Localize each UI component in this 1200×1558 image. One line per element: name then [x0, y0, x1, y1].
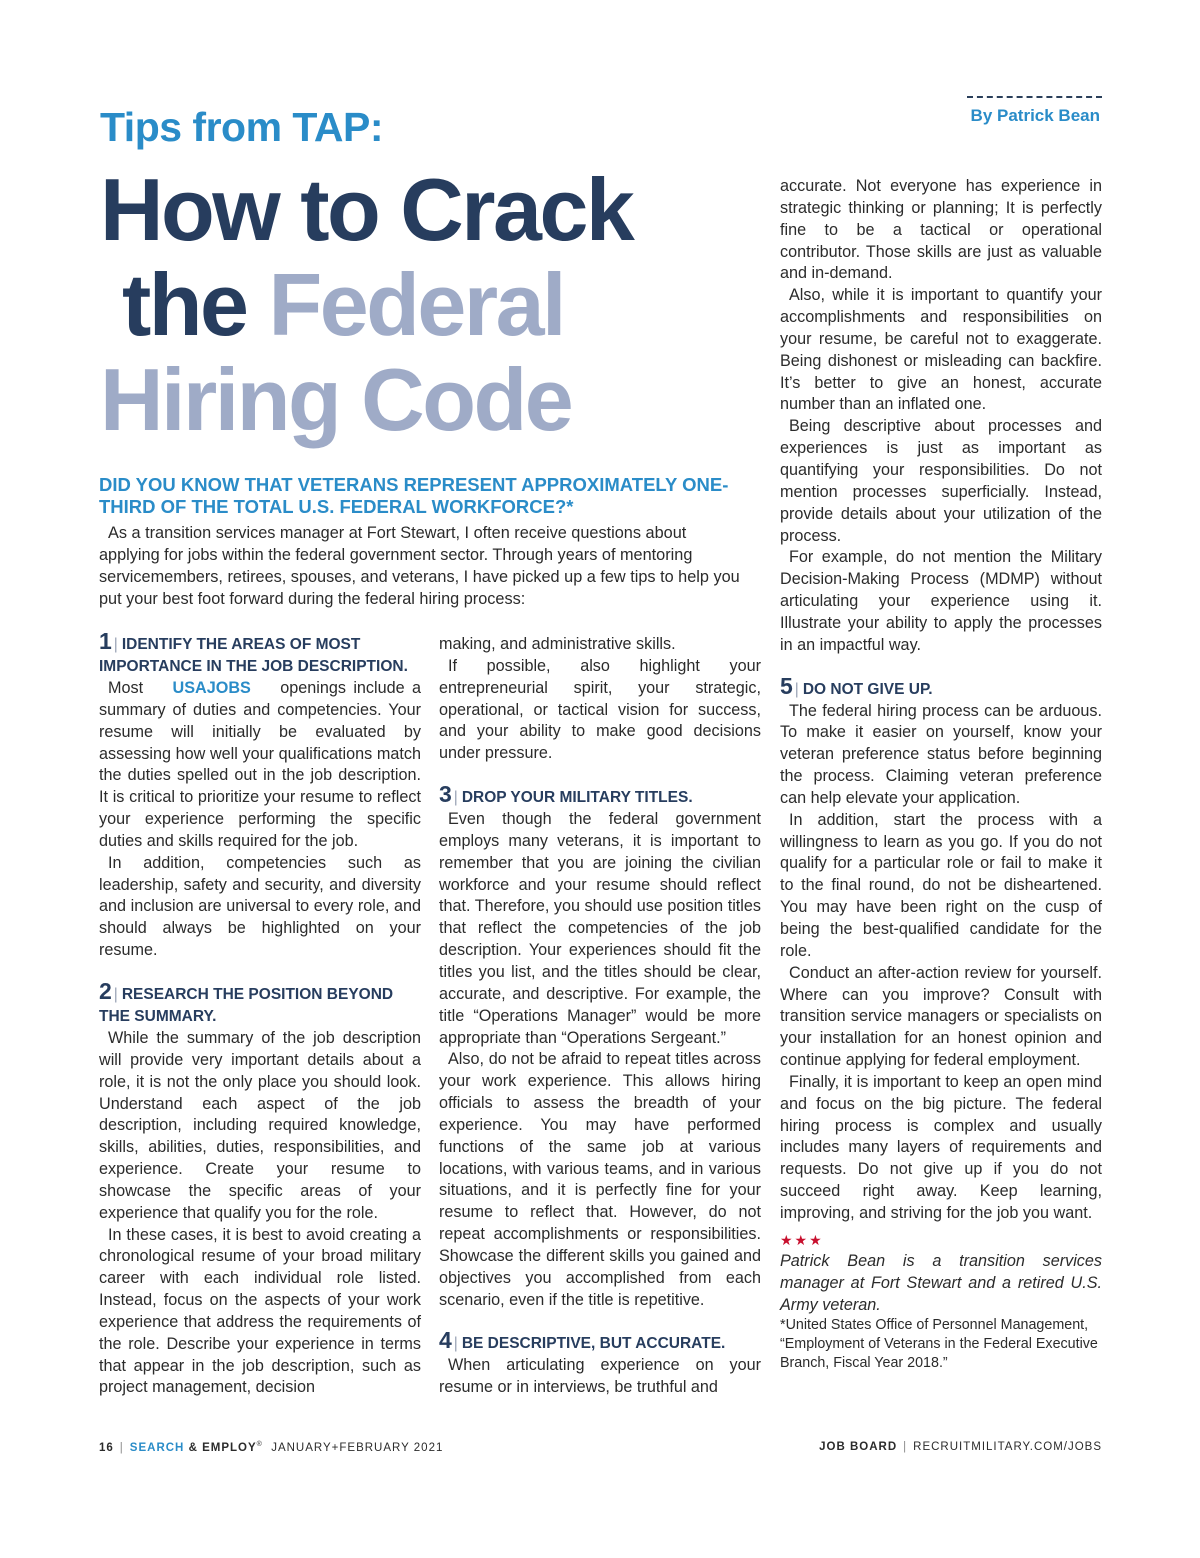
footer-right [800, 1441, 1102, 1453]
section-title: DROP YOUR MILITARY TITLES. [461, 789, 693, 807]
paragraph: Finally, it is important to keep an open mind and focus on the big picture. The federal hiring process is complex and usually includes many layers of requirements and requests. Do not give up if you do not succeed right away. Keep learning, improving, and striving for the job you want. [780, 1072, 1102, 1222]
text-span: openings include a summary of duties and competencies. Your resume will initially be evaluated by assessing how well your qualifications match the duties spelled out in the job description. It is critical to prioritize your resume to reflect your experience performing the specific duties and skills required for the job. [99, 679, 421, 850]
divider: | [113, 636, 118, 653]
paragraph: accurate. Not everyone has experience in strategic thinking or planning; It is perfectly fine to be a tactical or operational contributor. Those skills are just as valuable and in-demand. [780, 177, 1102, 283]
section-heading-1 [99, 628, 421, 678]
issue-date: JANUARY+FEBRUARY 2021 [271, 1441, 444, 1454]
paragraph: In addition, start the process with a willingness to learn as you go. If you do not qualify for a particular role or fail to make it to the final round, do not be disheartened. You may have been right on the cusp of being the best-qualified candidate for the role. [780, 810, 1102, 960]
section-label: JOB BOARD [819, 1441, 898, 1453]
section-title: IDENTIFY THE AREAS OF MOST IMPORTANCE IN THE JOB DESCRIPTION. [99, 636, 408, 675]
paragraph: The federal hiring process can be arduous. To make it easier on yourself, know your veteran preference status before beginning the process. Claiming veteran preference can help elevate your application. [780, 701, 1102, 807]
section-title: RESEARCH THE POSITION BEYOND THE SUMMARY. [99, 985, 394, 1025]
divider: | [453, 1335, 458, 1353]
footer-divider: | [119, 1441, 124, 1454]
spacer [99, 962, 421, 984]
paragraph: When articulating experience on your resume or in interviews, be truthful and [439, 1356, 761, 1397]
intro-text: As a transition services manager at Fort Stewart, I often receive questions about applying for jobs within the federal government sector. Through years of mentoring servicemembers, retirees, spouses, and veterans, I have picked up a few tips to help you put your best foot forward during the federal hiring process: [99, 524, 740, 608]
section-number: 1 [99, 628, 112, 654]
paragraph: Also, while it is important to quantify your accomplishments and responsibilities on your resume, be careful not to exaggerate. Being dishonest or misleading can backfire. It’s better to give an honest, accurate number than an inflated one. [780, 286, 1102, 414]
section-number: 2 [99, 977, 112, 1004]
paragraph: While the summary of the job description will provide very important details about a role, it is not the only place you should look. Understand each aspect of the job description, including required knowledge, skills, abilities, duties, responsibilities, and experience. Create your resume to showcase the specific areas of your experience that qualify you for the role. [99, 1028, 421, 1222]
paragraph: Conduct an after-action review for yourself. Where can you improve? Consult with transition service managers or specialists on your installation for an honest opinion and continue applying for federal employment. [780, 963, 1102, 1070]
section-heading-5 [780, 672, 1102, 701]
spacer [780, 657, 1102, 679]
section-title: BE DESCRIPTIVE, BUT ACCURATE. [461, 1335, 726, 1353]
page-number: 16 [99, 1441, 114, 1454]
footer-left [99, 1441, 443, 1454]
footer-divider: | [903, 1441, 908, 1453]
paragraph: Even though the federal government employs many veterans, it is important to remember that you are joining the civilian workforce and your resume should reflect that. Therefore, you should use position titles that reflect the competencies of the job description. Your experiences should fit the titles you list, and the titles should be clear, accurate, and descriptive. For example, the title “Operations Manager” would be more appropriate than “Operations Sergeant.” [439, 810, 761, 1047]
paragraph: For example, do not mention the Military Decision-Making Process (MDMP) without articulating your experience using it. Illustrate your ability to apply the processes in an impactful way. [780, 548, 1102, 654]
paragraph: Also, do not be afraid to repeat titles across your work experience. This allows hiring officials to assess the breadth of your experience. You may have performed functions of the same job at various locations, with various teams, and in various situations, and it is perfectly fine for your resume to reflect that. However, do not repeat accomplishments or responsibilities. Showcase the different skills you gained and objectives you accomplished from each scenario, even if the title is repetitive. [439, 1050, 761, 1309]
footer-url[interactable]: RECRUITMILITARY.COM/JOBS [913, 1441, 1102, 1453]
headline-line-2 [100, 257, 760, 352]
byline: By Patrick Bean [970, 106, 1100, 125]
paragraph: If possible, also highlight your entrepreneurial spirit, your strategic, operational, or tactical vision for success, and your ability to make good decisions under pressure. [439, 656, 761, 763]
headline-word-the: the [122, 255, 247, 354]
headline-word-federal: Federal [268, 255, 564, 354]
magazine-name-rest: & EMPLOY [188, 1441, 257, 1454]
registered-mark: ® [256, 1441, 263, 1448]
paragraph: In these cases, it is best to avoid creating a chronological resume of your broad military career with each individual role listed. Instead, focus on the aspects of your work experience that address the requirements of the role. Describe your experience in terms that appear in the job description, such as project management, decision [99, 1225, 421, 1397]
headline-line-1: How to Crack [100, 160, 633, 259]
spacer [439, 1311, 761, 1333]
headline-line-3: Hiring Code [100, 350, 572, 449]
text-span: Most [108, 679, 144, 697]
kicker: Tips from TAP: [100, 104, 384, 150]
paragraph: Being descriptive about processes and experiences is just as important as quantifying your responsibilities. Do not mention processes superficially. Instead, provide details about your utilization of the process. [780, 417, 1102, 545]
column-3 [780, 176, 1102, 1373]
paragraph: In addition, competencies such as leadership, safety and security, and diversity and inclusion are universal to every role, and should always be highlighted on your resume. [99, 853, 421, 960]
section-number: 4 [439, 1327, 452, 1354]
spacer [439, 765, 761, 787]
section-heading-3 [439, 781, 761, 809]
author-bio: Patrick Bean is a transition services manager at Fort Stewart and a retired U.S. Army veteran. [780, 1251, 1102, 1314]
dek: DID YOU KNOW THAT VETERANS REPRESENT APPROXIMATELY ONE-THIRD OF THE TOTAL U.S. FEDERAL WORKFORCE?* [99, 474, 729, 517]
section-number: 5 [780, 672, 793, 699]
divider: | [453, 789, 458, 807]
column-2 [439, 634, 761, 1399]
section-heading-4 [439, 1327, 761, 1355]
byline-divider [967, 96, 1102, 98]
paragraph: making, and administrative skills. [439, 635, 676, 653]
divider: | [794, 680, 799, 698]
usajobs-link[interactable]: USAJOBS [172, 679, 251, 697]
intro-paragraph [99, 522, 750, 610]
section-heading-2 [99, 977, 421, 1028]
section-title: DO NOT GIVE UP. [802, 680, 933, 698]
headline [100, 162, 760, 447]
column-1 [99, 628, 421, 1399]
end-mark-stars: ★★★ [780, 1231, 824, 1248]
divider: | [113, 985, 118, 1003]
footnote: *United States Office of Personnel Management, “Employment of Veterans in the Federal Executive Branch, Fiscal Year 2018.” [780, 1317, 1098, 1372]
magazine-name: SEARCH [129, 1441, 185, 1454]
paragraph [99, 678, 421, 853]
section-number: 3 [439, 781, 452, 808]
